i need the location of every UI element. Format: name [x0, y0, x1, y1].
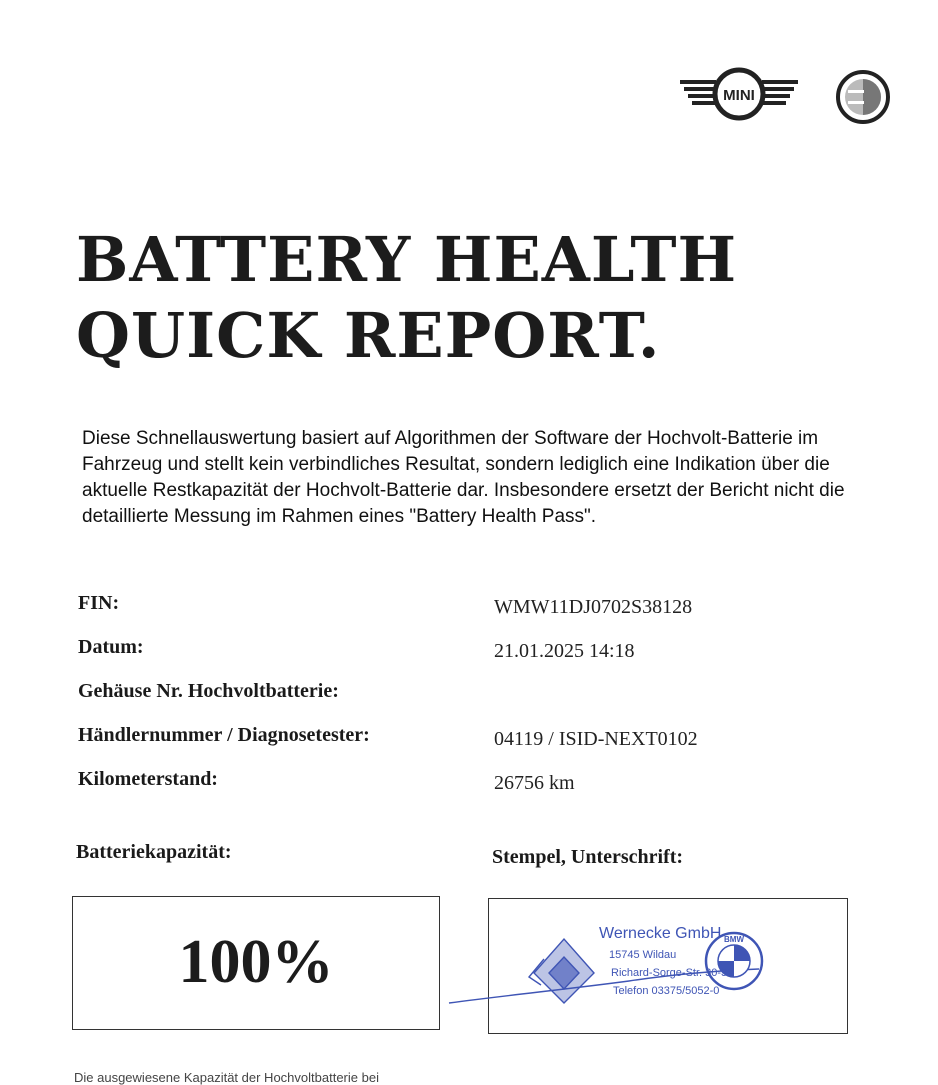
- intro-paragraph: Diese Schnellauswertung basiert auf Algorithmen der Software der Hochvolt-Batterie im Fahrzeug und stellt kein verbindliches Resultat, sondern lediglich eine Indikation über die aktuelle Restkapazität der Hochvolt-Batterie dar. Insbesondere ersetzt der Bericht nicht die detaillierte Messung im Rahmen eines "Battery Health Pass".: [82, 428, 845, 527]
- stamp-street: Richard-Sorge-Str. 30-32: [611, 967, 734, 979]
- mini-electric-plug-icon: [834, 68, 892, 126]
- field-value-fin: WMW11DJ0702S38128: [494, 596, 693, 618]
- stamp-company-name: Wernecke GmbH: [599, 925, 722, 942]
- field-value-datum: 21.01.2025 14:18: [494, 640, 635, 662]
- field-label-mileage: Kilometerstand:: [78, 768, 218, 790]
- field-row-fin: [78, 592, 858, 636]
- field-label-datum: Datum:: [78, 636, 144, 658]
- stamp-phone: Telefon 03375/5052-0: [613, 985, 720, 997]
- field-row-datum: [78, 636, 858, 680]
- field-label-fin: FIN:: [78, 592, 120, 614]
- dealer-stamp-graphic: [429, 899, 829, 1033]
- field-row-mileage: [78, 768, 858, 812]
- capacity-value: 100%: [178, 928, 334, 996]
- field-row-housing-number: [78, 680, 858, 724]
- footer-text-fragment: Die ausgewiesene Kapazität der Hochvoltbatterie bei: [74, 1070, 379, 1085]
- report-title: [76, 222, 737, 374]
- field-row-dealer-tester: [78, 724, 858, 768]
- capacity-box: [72, 896, 440, 1030]
- mini-logo-text: MINI: [723, 87, 755, 104]
- stamp-box: [488, 898, 848, 1034]
- vehicle-fields: [78, 592, 858, 812]
- stamp-city: 15745 Wildau: [609, 949, 677, 961]
- field-value-dealer-tester: 04119 / ISID-NEXT0102: [494, 728, 698, 750]
- stamp-signature-label: Stempel, Unterschrift:: [492, 846, 684, 868]
- field-label-housing-number: Gehäuse Nr. Hochvoltbatterie:: [78, 680, 339, 702]
- report-title-line-1: BATTERY HEALTH: [76, 223, 738, 296]
- field-label-dealer-tester: Händlernummer / Diagnosetester:: [78, 724, 370, 746]
- mini-wings-logo-icon: [674, 66, 804, 126]
- logo-area: [674, 66, 894, 126]
- field-value-mileage: 26756 km: [494, 772, 575, 794]
- bmw-roundel-letters: BMW: [724, 935, 744, 944]
- report-title-line-2: QUICK REPORT.: [76, 299, 661, 372]
- capacity-label: Batteriekapazität:: [76, 841, 232, 863]
